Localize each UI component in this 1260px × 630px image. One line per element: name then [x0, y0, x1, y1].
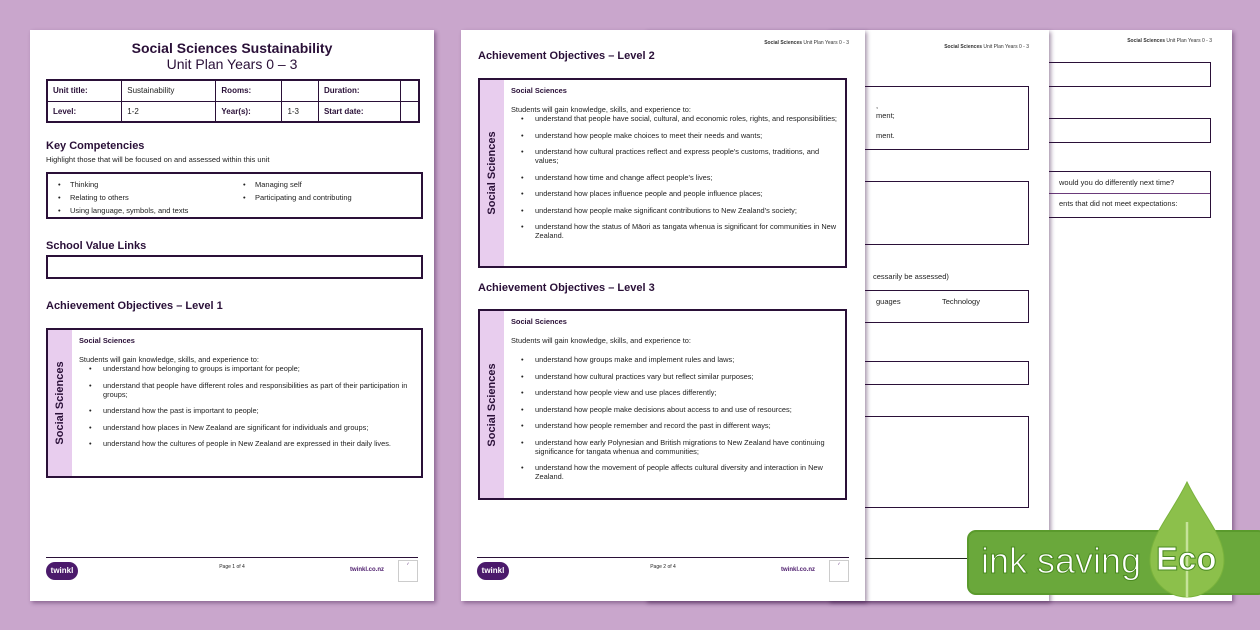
- svl-heading: School Value Links: [46, 240, 147, 252]
- kc-item: • Using language, symbols, and texts: [70, 206, 255, 217]
- text-fragment: ment;: [876, 111, 895, 120]
- ao-item: • understand how early Polynesian and British migrations to New Zealand have continuing significance for tangata whenua and communities;: [535, 438, 837, 456]
- ao-item: • understand how people make significant contributions to New Zealand's society;: [535, 206, 837, 215]
- quality-badge-icon: ✓: [398, 560, 418, 582]
- ao-item: • understand how belonging to groups is important for people;: [103, 364, 413, 373]
- text-fragment: ment.: [876, 131, 895, 140]
- page-header: Social Sciences Unit Plan Years 0 - 3: [764, 40, 849, 46]
- ao-title: Social Sciences: [511, 86, 567, 95]
- footer-url: twinkl.co.nz: [780, 567, 815, 573]
- kc-subtext: Highlight those that will be focused on and assessed within this unit: [46, 155, 270, 164]
- ao3-strip: [480, 311, 504, 498]
- ao-item: • understand that people have different roles and responsibilities as part of their participation in groups;: [103, 381, 413, 399]
- ao-item: • understand how places influence people and people influence places;: [535, 189, 837, 198]
- ao-intro: Students will gain knowledge, skills, and experience to:: [79, 355, 259, 364]
- ao-item: • understand how cultural practices reflect and express people's customs, traditions, and values;: [535, 147, 837, 165]
- ao-title: Social Sciences: [511, 317, 567, 326]
- text-fragment: Technology: [942, 297, 980, 306]
- rooms-value: [282, 80, 319, 101]
- quality-badge-icon: ✓: [829, 560, 849, 582]
- text-fragment: ,: [876, 101, 879, 110]
- ao-item: • understand how the movement of people affects cultural diversity and interaction in New Zealand.: [535, 463, 837, 481]
- kc-box: [46, 172, 423, 219]
- ao-item: • understand how time and change affect people's lives;: [535, 173, 837, 182]
- level-label: Level:: [47, 101, 122, 122]
- strip-label: Social Sciences: [54, 361, 66, 445]
- level-value: 1-2: [122, 101, 216, 122]
- page-header: Social Sciences Unit Plan Years 0 - 3: [944, 44, 1029, 50]
- years-label: Year(s):: [216, 101, 282, 122]
- ao3-heading: Achievement Objectives – Level 3: [478, 282, 655, 294]
- years-value: 1-3: [282, 101, 319, 122]
- ao-item: • understand how the status of Māori as tangata whenua is significant for communities in New Zealand.: [535, 222, 837, 240]
- duration-label: Duration:: [318, 80, 400, 101]
- strip-label: Social Sciences: [486, 362, 498, 447]
- kc-heading: Key Competencies: [46, 140, 145, 152]
- ao1-box: [46, 328, 423, 478]
- page-2: [461, 30, 865, 601]
- ao-item: • understand how cultural practices vary but reflect similar purposes;: [535, 372, 837, 381]
- twinkl-logo: twinkl: [46, 562, 78, 580]
- strip-label: Social Sciences: [486, 131, 498, 215]
- page-1: [30, 30, 434, 601]
- unit-title-label: Unit title:: [47, 80, 122, 101]
- rooms-label: Rooms:: [216, 80, 282, 101]
- ao2-strip: [480, 80, 504, 266]
- ink-saving-label: ink saving: [981, 540, 1142, 581]
- ao-intro: Students will gain knowledge, skills, and experience to:: [511, 105, 691, 114]
- footer-line: [477, 557, 849, 558]
- duration-value: [400, 80, 419, 101]
- eco-label: Eco: [1156, 540, 1217, 577]
- twinkl-logo: twinkl: [477, 562, 509, 580]
- ao3-box: [478, 309, 847, 500]
- page-number: Page 2 of 4: [650, 564, 676, 570]
- start-date-value: [400, 101, 419, 122]
- ao-item: • understand how people remember and record the past in different ways;: [535, 421, 837, 430]
- doc-subtitle: Unit Plan Years 0 – 3: [166, 56, 298, 72]
- ao2-box: [478, 78, 847, 268]
- text-fragment: would you do differently next time?: [1059, 178, 1175, 187]
- ao-item: • understand that people have social, cultural, and economic roles, rights, and responsibilities;: [535, 114, 837, 123]
- ao-intro: Students will gain knowledge, skills, and experience to:: [511, 336, 691, 345]
- ao1-strip: [48, 330, 72, 476]
- kc-item: • Managing self: [255, 180, 421, 191]
- ao-item: • understand how the past is important to people;: [103, 406, 413, 415]
- text-fragment: guages: [876, 297, 901, 306]
- unit-title-value: Sustainability: [122, 80, 216, 101]
- ao2-heading: Achievement Objectives – Level 2: [478, 50, 655, 62]
- page-header: Social Sciences Unit Plan Years 0 - 3: [1127, 38, 1212, 44]
- footer-line: [46, 557, 418, 558]
- ao1-heading: Achievement Objectives – Level 1: [46, 300, 223, 312]
- kc-item: • Relating to others: [70, 193, 255, 204]
- kc-item: • Thinking: [70, 180, 255, 191]
- ao-item: • understand how people make choices to meet their needs and wants;: [535, 131, 837, 140]
- ao-item: • understand how the cultures of people in New Zealand are expressed in their daily lives.: [103, 439, 413, 448]
- svl-box: [46, 255, 423, 279]
- text-fragment: ents that did not meet expectations:: [1059, 199, 1178, 208]
- unit-info-table: [46, 79, 420, 123]
- text-fragment: cessarily be assessed): [873, 272, 949, 281]
- kc-item: • Participating and contributing: [255, 193, 421, 204]
- start-date-label: Start date:: [318, 101, 400, 122]
- ao-item: • understand how people view and use places differently;: [535, 388, 837, 397]
- ao-item: • understand how places in New Zealand are significant for individuals and groups;: [103, 423, 413, 432]
- ao-title: Social Sciences: [79, 336, 135, 345]
- footer-url: twinkl.co.nz: [349, 567, 384, 573]
- ao-item: • understand how people make decisions about access to and use of resources;: [535, 405, 837, 414]
- doc-title: Social Sciences Sustainability: [131, 40, 333, 56]
- ao-item: • understand how groups make and implement rules and laws;: [535, 355, 837, 364]
- page-number: Page 1 of 4: [219, 564, 245, 570]
